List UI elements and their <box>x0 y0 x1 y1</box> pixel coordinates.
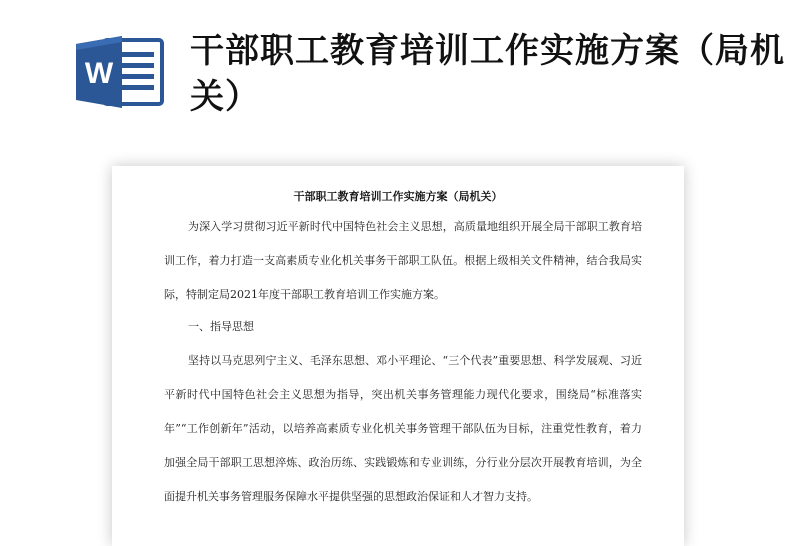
paragraph-guiding-ideology: 坚持以马克思列宁主义、毛泽东思想、邓小平理论、“三个代表”重要思想、科学发展观、习近平新时代中国特色社会主义思想为指导，突出机关事务管理能力现代化要求，围绕局“标准落实年”“工作创新年”活动，以培养高素质专业化机关事务管理干部队伍为目标，注重党性教育，着力加强全局干部职工思想淬炼、政治历练、实践锻炼和专业训练，分行业分层次开展教育培训，为全面提升机关事务管理服务保障水平提供坚强的思想政治保证和人才智力支持。 <box>164 354 642 503</box>
paragraph-intro: 为深入学习贯彻习近平新时代中国特色社会主义思想，高质量地组织开展全局干部职工教育培训工作，着力打造一支高素质专业化机关事务干部职工队伍。根据上级相关文件精神，结合我局实际，特制定局2021年度干部职工教育培训工作实施方案。 <box>164 220 642 301</box>
page-title: 干部职工教育培训工作实施方案（局机关） <box>190 31 785 117</box>
document-title: 干部职工教育培训工作实施方案（局机关） <box>293 190 503 203</box>
document-page <box>112 166 684 546</box>
header <box>0 0 800 150</box>
section-heading-guiding-ideology: 一、指导思想 <box>188 320 254 333</box>
word-document-icon <box>74 34 166 110</box>
svg-text:W: W <box>84 57 114 90</box>
